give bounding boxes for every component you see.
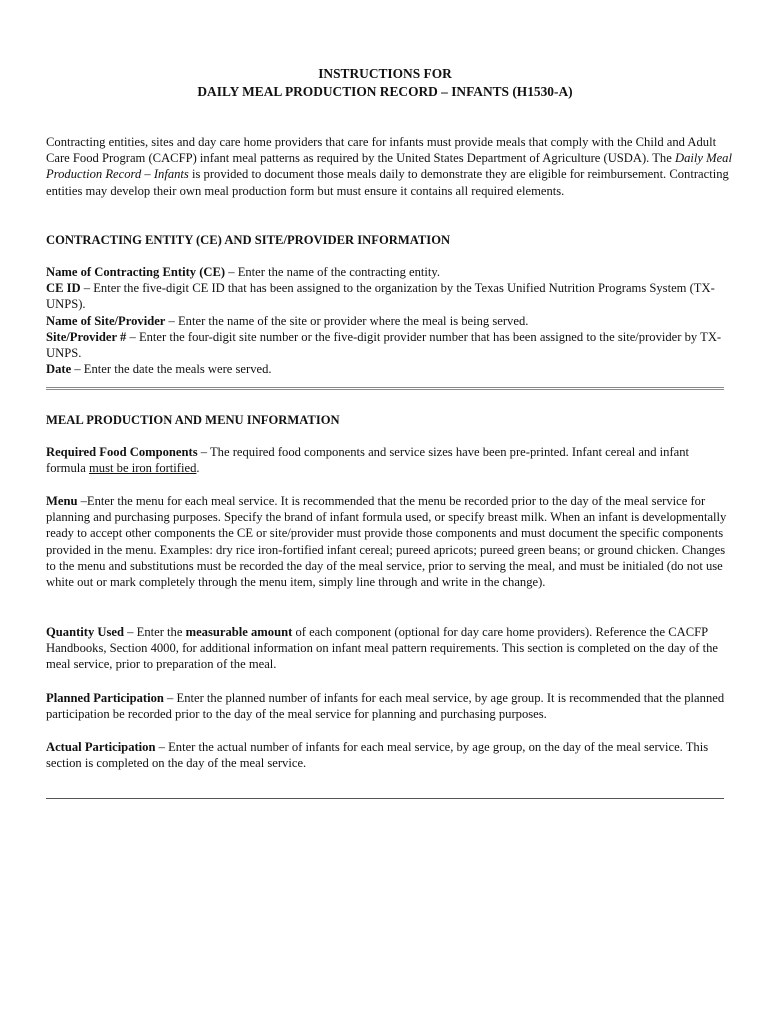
ce-field-list [46, 264, 732, 377]
field-description-cont: of each component (optional for day care home providers). Reference the CACFP Handbooks, Section 4000, for additional information on infant meal pattern requirements. This section is completed on the day of the meal service, prior to preparation of the meal. [46, 625, 718, 672]
field-term: Quantity Used [46, 625, 125, 639]
intro-form-name: Daily Meal Production Record – Infants [46, 151, 732, 182]
field-description: – Enter the name of the site or provider where the meal is being served. [165, 313, 529, 328]
planned-participation-paragraph [46, 690, 732, 722]
menu-paragraph [46, 493, 732, 590]
intro-text-1: Contracting entities, sites and day care home providers that care for infants must provide meals that comply with the Child and Adult Care Food Program (CACFP) infant meal patterns as required by the United States Department of Agriculture (USDA). The [46, 135, 717, 166]
field-term: Menu [46, 494, 78, 508]
field-description: – Enter the [124, 625, 186, 639]
field-term: Required Food Components [46, 445, 198, 459]
section-heading-meal: MEAL PRODUCTION AND MENU INFORMATION [46, 413, 340, 427]
field-term: CE ID [46, 281, 81, 296]
section-divider [46, 387, 724, 390]
ce-field-site-name [46, 313, 732, 329]
field-term: Planned Participation [46, 691, 164, 705]
bottom-divider [46, 798, 724, 799]
field-term: Actual Participation [46, 740, 156, 754]
field-term: Name of Site/Provider [46, 313, 166, 328]
title-line-2: DAILY MEAL PRODUCTION RECORD – INFANTS (H1530-A) [197, 84, 573, 99]
ce-field-name-of-ce [46, 264, 732, 280]
field-description: – Enter the actual number of infants for each meal service, by age group, on the day of the meal service. This section is completed on the day of the meal service. [46, 740, 709, 771]
ce-field-ce-id [46, 280, 732, 312]
required-components-paragraph [46, 444, 732, 476]
field-description: – Enter the date the meals were served. [71, 362, 272, 377]
intro-text-2: is provided to document those meals daily to demonstrate they are eligible for reimbursement. Contracting entities may develop their own meal production form but must ensure it contains all required elements. [46, 167, 729, 198]
field-description: – Enter the planned number of infants for each meal service, by age group. It is recommended that the planned participation be recorded prior to the day of the meal service for planning and purchasing purposes. [46, 691, 725, 722]
ce-field-date [46, 361, 732, 377]
title-line-1: INSTRUCTIONS FOR [318, 66, 452, 81]
field-term: Site/Provider # [46, 329, 127, 344]
ce-field-site-number [46, 329, 732, 361]
quantity-used-paragraph [46, 624, 732, 673]
field-term: Date [46, 362, 72, 377]
field-description: – Enter the four-digit site number or the five-digit provider number that has been assigned to the site/provider by TX-UNPS. [46, 329, 722, 361]
section-heading-ce: CONTRACTING ENTITY (CE) AND SITE/PROVIDER INFORMATION [46, 233, 451, 247]
field-description: – Enter the name of the contracting entity. [225, 265, 441, 279]
field-description: – The required food components and service sizes have been pre-printed. Infant cereal and infant formula [46, 445, 690, 476]
sentence-end: . [196, 461, 200, 476]
intro-paragraph [46, 134, 732, 199]
actual-participation-paragraph [46, 739, 732, 771]
measurable-amount-emphasis: measurable amount [185, 625, 293, 639]
field-description: –Enter the menu for each meal service. It is recommended that the menu be recorded prior to the day of the meal service for planning and purchasing purposes. Specify the brand of infant formula used, or specify breast milk. When an infant is developmentally ready to accept other components the CE or site/provider must provide those components and must document the specific components provided in the menu. Examples: dry rice iron-fortified infant cereal; pureed apricots; pureed green beans; or ground chicken. Changes to the menu and substitutions must be recorded the day of the meal service, prior to serving the meal, and must be initialed (do not use white out or mark completely through the menu item, simply line through and write in the change). [46, 494, 727, 590]
field-description: – Enter the five-digit CE ID that has been assigned to the organization by the Texas Unified Nutrition Programs System (TX-UNPS). [46, 281, 715, 312]
field-term: Name of Contracting Entity (CE) [46, 265, 226, 279]
iron-fortified-emphasis: must be iron fortified [89, 461, 197, 476]
